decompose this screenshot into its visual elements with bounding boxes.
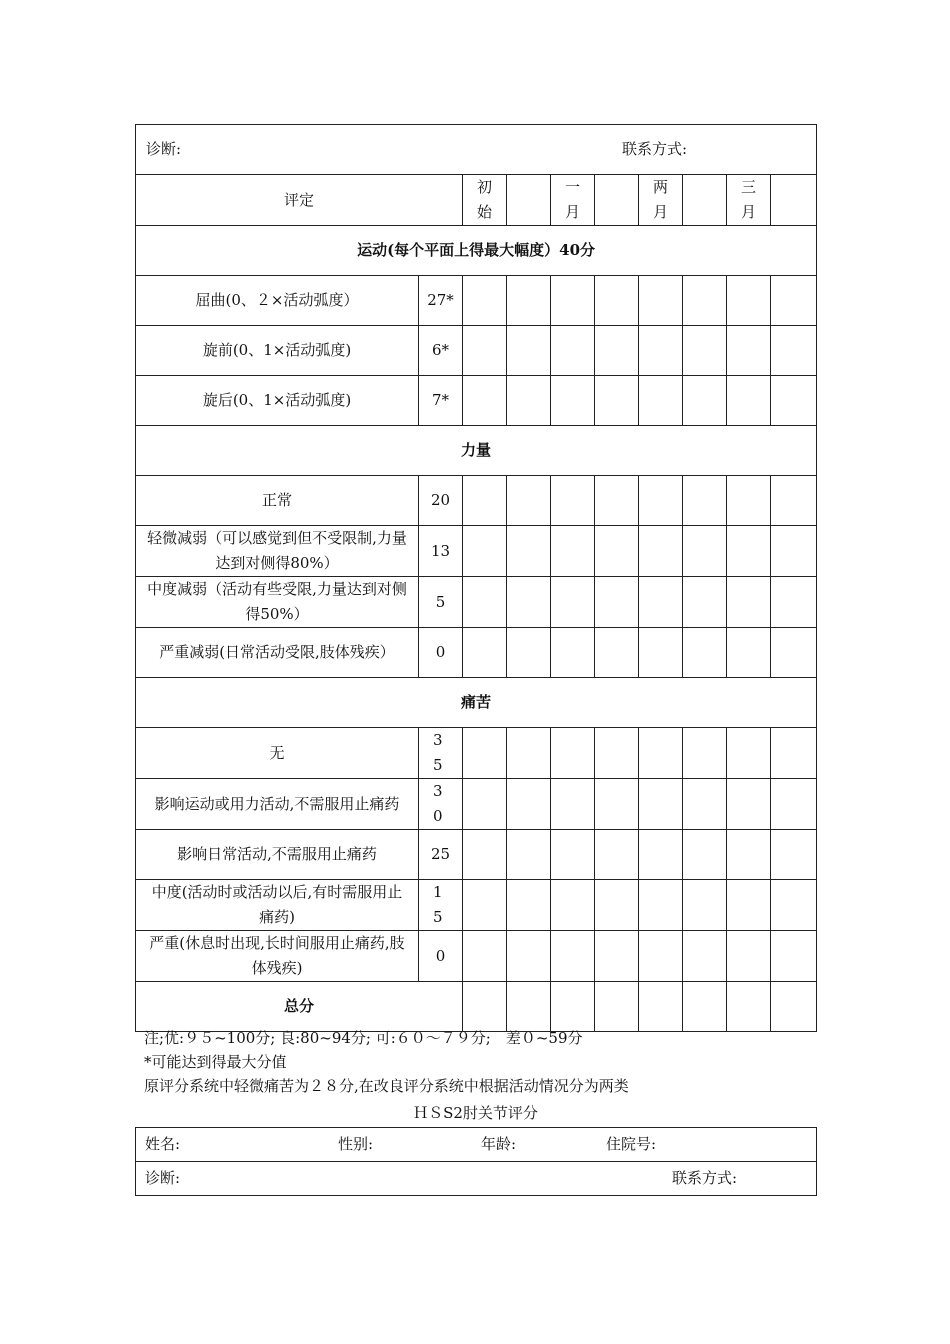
empty-cell <box>595 476 639 526</box>
row-label: 影响运动或用力活动,不需服用止痛药 <box>136 779 419 830</box>
empty-cell <box>595 175 639 226</box>
empty-cell <box>507 982 551 1032</box>
name-label: 姓名: <box>145 1135 181 1153</box>
empty-cell <box>727 982 771 1032</box>
empty-cell <box>683 830 727 880</box>
empty-cell <box>463 880 507 931</box>
empty-cell <box>595 326 639 376</box>
empty-cell <box>507 728 551 779</box>
empty-cell <box>551 931 595 982</box>
notes <box>144 1026 629 1098</box>
row-score: 3 0 <box>419 779 463 830</box>
contact-label: 联系方式: <box>672 1169 738 1187</box>
empty-cell <box>507 276 551 326</box>
patient-info-table <box>135 1127 817 1196</box>
empty-cell <box>683 931 727 982</box>
table-row <box>136 476 817 526</box>
empty-cell <box>683 376 727 426</box>
table-row <box>136 880 817 931</box>
empty-cell <box>771 476 817 526</box>
empty-cell <box>771 931 817 982</box>
empty-cell <box>595 376 639 426</box>
empty-cell <box>507 880 551 931</box>
row-label: 轻微减弱（可以感觉到但不受限制,力量达到对侧得80%） <box>136 526 419 577</box>
empty-cell <box>639 276 683 326</box>
empty-cell <box>551 376 595 426</box>
empty-cell <box>639 779 683 830</box>
empty-cell <box>551 526 595 577</box>
form-title: ＨＳS2肘关节评分 <box>413 1104 538 1122</box>
row-label: 正常 <box>136 476 419 526</box>
empty-cell <box>507 830 551 880</box>
row-label: 旋后(0、1×活动弧度) <box>136 376 419 426</box>
total-label: 总分 <box>136 982 463 1032</box>
diagnosis-label: 诊断: <box>145 1169 181 1187</box>
empty-cell <box>595 728 639 779</box>
row-score: 3 5 <box>419 728 463 779</box>
empty-cell <box>595 931 639 982</box>
empty-cell <box>727 476 771 526</box>
empty-cell <box>595 628 639 678</box>
empty-cell <box>683 326 727 376</box>
row-label: 严重减弱(日常活动受限,肢体残疾） <box>136 628 419 678</box>
elbow-score-table <box>135 124 817 1032</box>
contact-label: 联系方式: <box>622 140 688 158</box>
empty-cell <box>727 326 771 376</box>
row-label: 中度减弱（活动有些受限,力量达到对侧得50%） <box>136 577 419 628</box>
row-label: 中度(活动时或活动以后,有时需服用止痛药) <box>136 880 419 931</box>
row-score: 25 <box>419 830 463 880</box>
note-grading: 注;优:９５~100分; 良:80~94分; 可:６０～７９分; 差０~59分 <box>144 1029 583 1047</box>
empty-cell <box>683 982 727 1032</box>
empty-cell <box>639 476 683 526</box>
empty-cell <box>727 880 771 931</box>
empty-cell <box>595 276 639 326</box>
diagnosis-label: 诊断: <box>146 140 182 158</box>
table-row <box>136 628 817 678</box>
empty-cell <box>551 476 595 526</box>
empty-cell <box>507 628 551 678</box>
gender-label: 性别: <box>338 1135 374 1153</box>
empty-cell <box>727 526 771 577</box>
empty-cell <box>639 931 683 982</box>
empty-cell <box>683 175 727 226</box>
table-row <box>136 376 817 426</box>
empty-cell <box>639 982 683 1032</box>
empty-cell <box>551 779 595 830</box>
empty-cell <box>463 628 507 678</box>
row-score: 27* <box>419 276 463 326</box>
empty-cell <box>595 880 639 931</box>
empty-cell <box>771 628 817 678</box>
row-score: 13 <box>419 526 463 577</box>
empty-cell <box>771 175 817 226</box>
empty-cell <box>463 728 507 779</box>
empty-cell <box>771 376 817 426</box>
row-label: 严重(休息时出现,长时间服用止痛药,肢体残疾) <box>136 931 419 982</box>
row-label: 影响日常活动,不需服用止痛药 <box>136 830 419 880</box>
empty-cell <box>595 779 639 830</box>
diagnosis-row <box>136 125 817 175</box>
empty-cell <box>463 982 507 1032</box>
empty-cell <box>727 276 771 326</box>
hospital-no-label: 住院号: <box>606 1135 657 1153</box>
section-pain: 痛苦 <box>136 678 817 728</box>
total-row <box>136 982 817 1032</box>
empty-cell <box>727 728 771 779</box>
empty-cell <box>551 982 595 1032</box>
empty-cell <box>727 376 771 426</box>
empty-cell <box>507 476 551 526</box>
diagnosis-contact-row <box>136 1162 817 1196</box>
empty-cell <box>771 830 817 880</box>
empty-cell <box>551 326 595 376</box>
empty-cell <box>683 779 727 830</box>
empty-cell <box>595 830 639 880</box>
three-month-header: 三 月 <box>727 175 771 226</box>
patient-info-row <box>136 1128 817 1162</box>
empty-cell <box>507 376 551 426</box>
table-row <box>136 526 817 577</box>
empty-cell <box>463 476 507 526</box>
table-row <box>136 326 817 376</box>
empty-cell <box>507 577 551 628</box>
empty-cell <box>507 526 551 577</box>
row-score: 6* <box>419 326 463 376</box>
empty-cell <box>463 577 507 628</box>
empty-cell <box>727 830 771 880</box>
empty-cell <box>595 577 639 628</box>
empty-cell <box>551 628 595 678</box>
empty-cell <box>507 326 551 376</box>
empty-cell <box>639 880 683 931</box>
empty-cell <box>639 326 683 376</box>
empty-cell <box>771 526 817 577</box>
row-label: 旋前(0、1×活动弧度) <box>136 326 419 376</box>
empty-cell <box>507 931 551 982</box>
empty-cell <box>595 982 639 1032</box>
empty-cell <box>683 628 727 678</box>
empty-cell <box>771 880 817 931</box>
row-score: 1 5 <box>419 880 463 931</box>
table-row <box>136 276 817 326</box>
empty-cell <box>463 376 507 426</box>
initial-header: 初 始 <box>463 175 507 226</box>
empty-cell <box>551 728 595 779</box>
assessment-header: 评定 <box>136 175 463 226</box>
empty-cell <box>683 577 727 628</box>
row-score: 0 <box>419 931 463 982</box>
note-max-score: *可能达到得最大分值 <box>144 1053 287 1071</box>
empty-cell <box>507 779 551 830</box>
note-original-system: 原评分系统中轻微痛苦为２８分,在改良评分系统中根据活动情况分为两类 <box>144 1077 629 1095</box>
empty-cell <box>771 982 817 1032</box>
one-month-header: 一 月 <box>551 175 595 226</box>
empty-cell <box>551 880 595 931</box>
empty-cell <box>639 728 683 779</box>
empty-cell <box>463 526 507 577</box>
section-strength: 力量 <box>136 426 817 476</box>
empty-cell <box>463 931 507 982</box>
empty-cell <box>463 830 507 880</box>
table-row <box>136 779 817 830</box>
empty-cell <box>595 526 639 577</box>
empty-cell <box>683 526 727 577</box>
empty-cell <box>727 931 771 982</box>
empty-cell <box>771 276 817 326</box>
empty-cell <box>727 779 771 830</box>
empty-cell <box>551 276 595 326</box>
empty-cell <box>639 830 683 880</box>
empty-cell <box>771 728 817 779</box>
row-score: 5 <box>419 577 463 628</box>
table-row <box>136 577 817 628</box>
empty-cell <box>639 376 683 426</box>
row-score: 0 <box>419 628 463 678</box>
two-month-header: 两 月 <box>639 175 683 226</box>
empty-cell <box>551 577 595 628</box>
age-label: 年龄: <box>481 1135 517 1153</box>
empty-cell <box>771 779 817 830</box>
empty-cell <box>463 326 507 376</box>
table-row <box>136 830 817 880</box>
empty-cell <box>463 779 507 830</box>
empty-cell <box>683 728 727 779</box>
empty-cell <box>727 628 771 678</box>
empty-cell <box>639 577 683 628</box>
empty-cell <box>639 526 683 577</box>
table-row <box>136 728 817 779</box>
row-score: 20 <box>419 476 463 526</box>
empty-cell <box>551 830 595 880</box>
header-row <box>136 175 817 226</box>
empty-cell <box>771 326 817 376</box>
empty-cell <box>771 577 817 628</box>
empty-cell <box>727 577 771 628</box>
empty-cell <box>463 276 507 326</box>
section-motion: 运动(每个平面上得最大幅度）40分 <box>136 226 817 276</box>
table-row <box>136 931 817 982</box>
empty-cell <box>639 628 683 678</box>
empty-cell <box>683 880 727 931</box>
empty-cell <box>683 476 727 526</box>
empty-cell <box>683 276 727 326</box>
empty-cell <box>507 175 551 226</box>
row-label: 无 <box>136 728 419 779</box>
row-label: 屈曲(0、２×活动弧度） <box>136 276 419 326</box>
row-score: 7* <box>419 376 463 426</box>
